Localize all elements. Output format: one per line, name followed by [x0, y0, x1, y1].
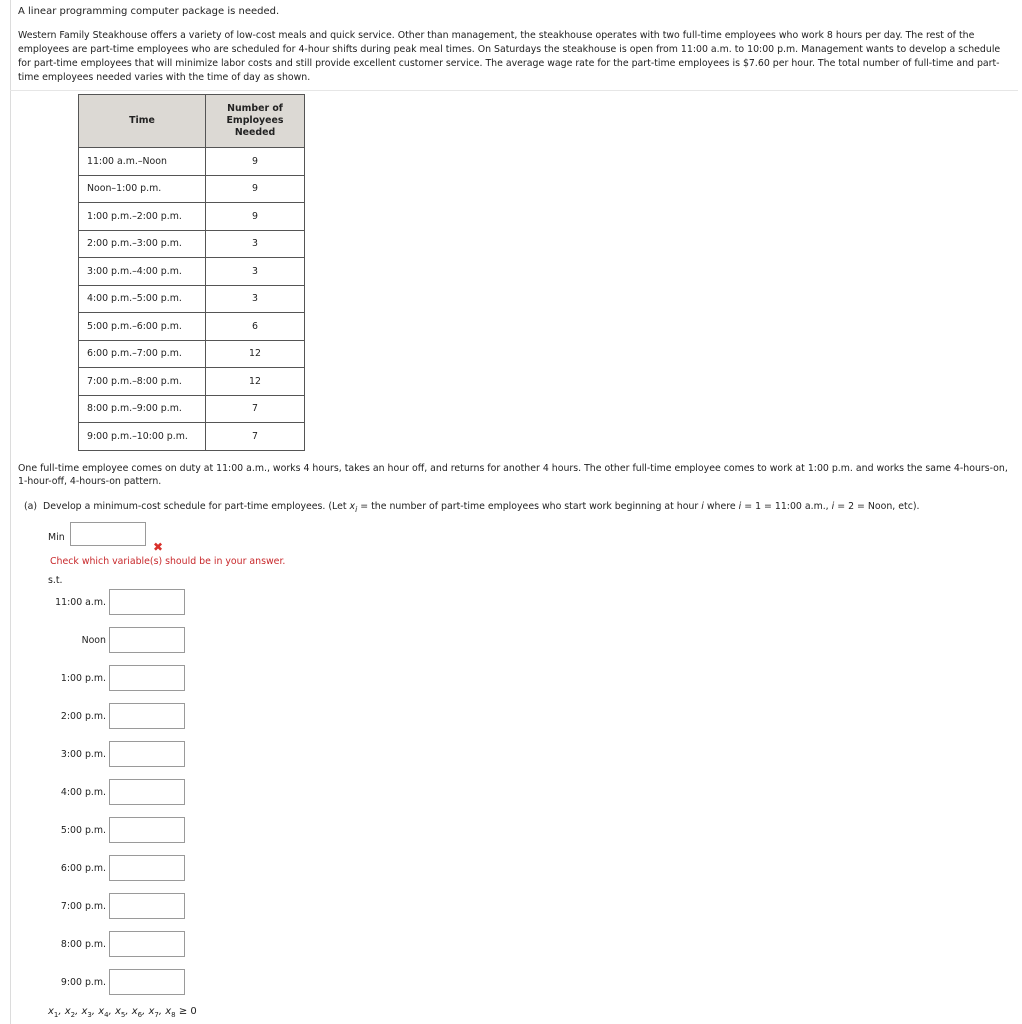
constraint-input[interactable]	[109, 741, 185, 767]
nonneg-subscript: 4	[104, 1011, 109, 1019]
part-a-text-eq2: = 2 = Noon, etc).	[837, 501, 920, 512]
table-row	[79, 258, 305, 286]
part-a-text: Develop a minimum-cost schedule for part-time employees. (Let	[43, 501, 347, 512]
time-cell: 11:00 a.m.–Noon	[79, 148, 206, 176]
employees-needed-cell: 9	[206, 203, 305, 231]
constraint-label: 2:00 p.m.	[60, 711, 106, 722]
part-a-prompt	[24, 501, 920, 514]
constraint-input[interactable]	[109, 969, 185, 995]
constraint-input[interactable]	[109, 893, 185, 919]
incorrect-icon: ✖	[153, 540, 164, 554]
nonneg-variable: $x_8$	[165, 1006, 176, 1019]
part-a-label: (a)	[24, 501, 38, 512]
min-label: Min	[48, 532, 65, 543]
nonneg-variable: $x_7$	[148, 1006, 159, 1019]
table-row	[79, 423, 305, 451]
part-a-text-mid: = the number of part-time employees who start work beginning at hour	[360, 501, 699, 512]
var-i: i	[738, 501, 742, 512]
header-time: Time	[79, 95, 206, 148]
nonneg-subscript: 6	[137, 1011, 143, 1019]
var-sub-i: i	[355, 504, 358, 514]
question-divider	[10, 90, 1018, 91]
time-cell: 3:00 p.m.–4:00 p.m.	[79, 258, 206, 286]
nonneg-variable: $x_3$	[81, 1006, 92, 1019]
employees-needed-cell: 3	[206, 285, 305, 313]
nonneg-subscript: 7	[154, 1011, 159, 1019]
intro-text: A linear programming computer package is needed.	[18, 6, 280, 17]
constraint-input[interactable]	[109, 931, 185, 957]
constraint-input[interactable]	[109, 703, 185, 729]
nonneg-subscript: 1	[53, 1011, 59, 1019]
time-cell: 4:00 p.m.–5:00 p.m.	[79, 285, 206, 313]
constraint-label: 8:00 p.m.	[60, 939, 106, 950]
constraint-input[interactable]	[109, 855, 185, 881]
constraint-label: Noon	[81, 635, 106, 646]
time-cell: Noon–1:00 p.m.	[79, 175, 206, 203]
employees-needed-cell: 7	[206, 395, 305, 423]
nonneg-suffix: ≥ 0	[175, 1006, 197, 1017]
table-row	[79, 368, 305, 396]
table-row	[79, 395, 305, 423]
constraint-input[interactable]	[109, 665, 185, 691]
nonneg-subscript: 5	[120, 1011, 126, 1019]
constraint-input[interactable]	[109, 817, 185, 843]
constraint-label: 5:00 p.m.	[60, 825, 106, 836]
employees-needed-cell: 7	[206, 423, 305, 451]
left-divider	[10, 0, 11, 1024]
nonneg-subscript: 2	[70, 1011, 76, 1019]
time-cell: 1:00 p.m.–2:00 p.m.	[79, 203, 206, 231]
employees-needed-cell: 3	[206, 258, 305, 286]
employees-needed-cell: 9	[206, 175, 305, 203]
table-row	[79, 230, 305, 258]
time-cell: 2:00 p.m.–3:00 p.m.	[79, 230, 206, 258]
question-text: Western Family Steakhouse offers a variety of low-cost meals and quick service. Other than management, the steakhouse operates with two full-time employees who work 8 hours per day. The rest of the employees are part-time employees who are scheduled for 4-hour shifts during peak meal times. On Saturdays the steakhouse is open from 11:00 a.m. to 10:00 p.m. Management wants to develop a schedule for part-time employees that will minimize labor costs and still provide excellent customer service. The average wage rate for the part-time employees is $7.60 per hour. The total number of full-time and part-time employees needed varies with the time of day as shown.	[18, 30, 1001, 83]
nonneg-variable: $x_1$	[48, 1006, 59, 1019]
nonneg-subscript: 8	[171, 1011, 176, 1019]
part-a-text-where: where	[706, 501, 736, 512]
subject-to-label: s.t.	[48, 575, 63, 586]
time-cell: 8:00 p.m.–9:00 p.m.	[79, 395, 206, 423]
constraint-input[interactable]	[109, 779, 185, 805]
table-row	[79, 175, 305, 203]
employees-needed-cell: 9	[206, 148, 305, 176]
constraint-input[interactable]	[109, 627, 185, 653]
nonnegativity-constraint: $x_1$, $x_2$, $x_3$, $x_4$, $x_5$, $x_6$, $x_7$, $x_8 \ge 0$	[48, 1006, 197, 1019]
nonneg-variable: $x_5$	[115, 1006, 126, 1019]
nonneg-subscript: 3	[87, 1011, 92, 1019]
var-i: i	[701, 501, 704, 512]
constraint-label: 4:00 p.m.	[60, 787, 106, 798]
table-row	[79, 340, 305, 368]
constraint-input[interactable]	[109, 589, 185, 615]
table-header-row	[79, 95, 305, 148]
nonneg-variable: $x_6$	[131, 1006, 143, 1019]
time-cell: 5:00 p.m.–6:00 p.m.	[79, 313, 206, 341]
constraint-label: 7:00 p.m.	[60, 901, 106, 912]
nonneg-variable: $x_4$	[98, 1006, 109, 1019]
schedule-table	[78, 94, 305, 451]
full-time-note: One full-time employee comes on duty at 11:00 a.m., works 4 hours, takes an hour off, and returns for another 4 hours. The other full-time employee comes to work at 1:00 p.m. and works the same 4-hours-on, 1-hour-off, 4-hours-on pattern.	[18, 463, 1008, 487]
time-cell: 6:00 p.m.–7:00 p.m.	[79, 340, 206, 368]
employees-needed-cell: 12	[206, 340, 305, 368]
constraint-label: 3:00 p.m.	[60, 749, 106, 760]
table-row	[79, 313, 305, 341]
employees-needed-cell: 6	[206, 313, 305, 341]
objective-input[interactable]	[70, 522, 146, 546]
time-cell: 7:00 p.m.–8:00 p.m.	[79, 368, 206, 396]
objective-feedback: Check which variable(s) should be in your answer.	[50, 556, 286, 567]
employees-needed-cell: 12	[206, 368, 305, 396]
nonneg-variable: $x_2$	[64, 1006, 76, 1019]
var-x: x	[349, 501, 356, 512]
constraint-label: 9:00 p.m.	[60, 977, 106, 988]
part-a-text-eq1: = 1 = 11:00 a.m.,	[744, 501, 829, 512]
table-row	[79, 285, 305, 313]
constraint-label: 11:00 a.m.	[55, 597, 106, 608]
table-row	[79, 148, 305, 176]
constraint-label: 6:00 p.m.	[60, 863, 106, 874]
time-cell: 9:00 p.m.–10:00 p.m.	[79, 423, 206, 451]
header-employees-needed: Number of Employees Needed	[206, 95, 305, 148]
employees-needed-cell: 3	[206, 230, 305, 258]
var-i: i	[831, 501, 835, 512]
constraint-label: 1:00 p.m.	[60, 673, 106, 684]
table-row	[79, 203, 305, 231]
